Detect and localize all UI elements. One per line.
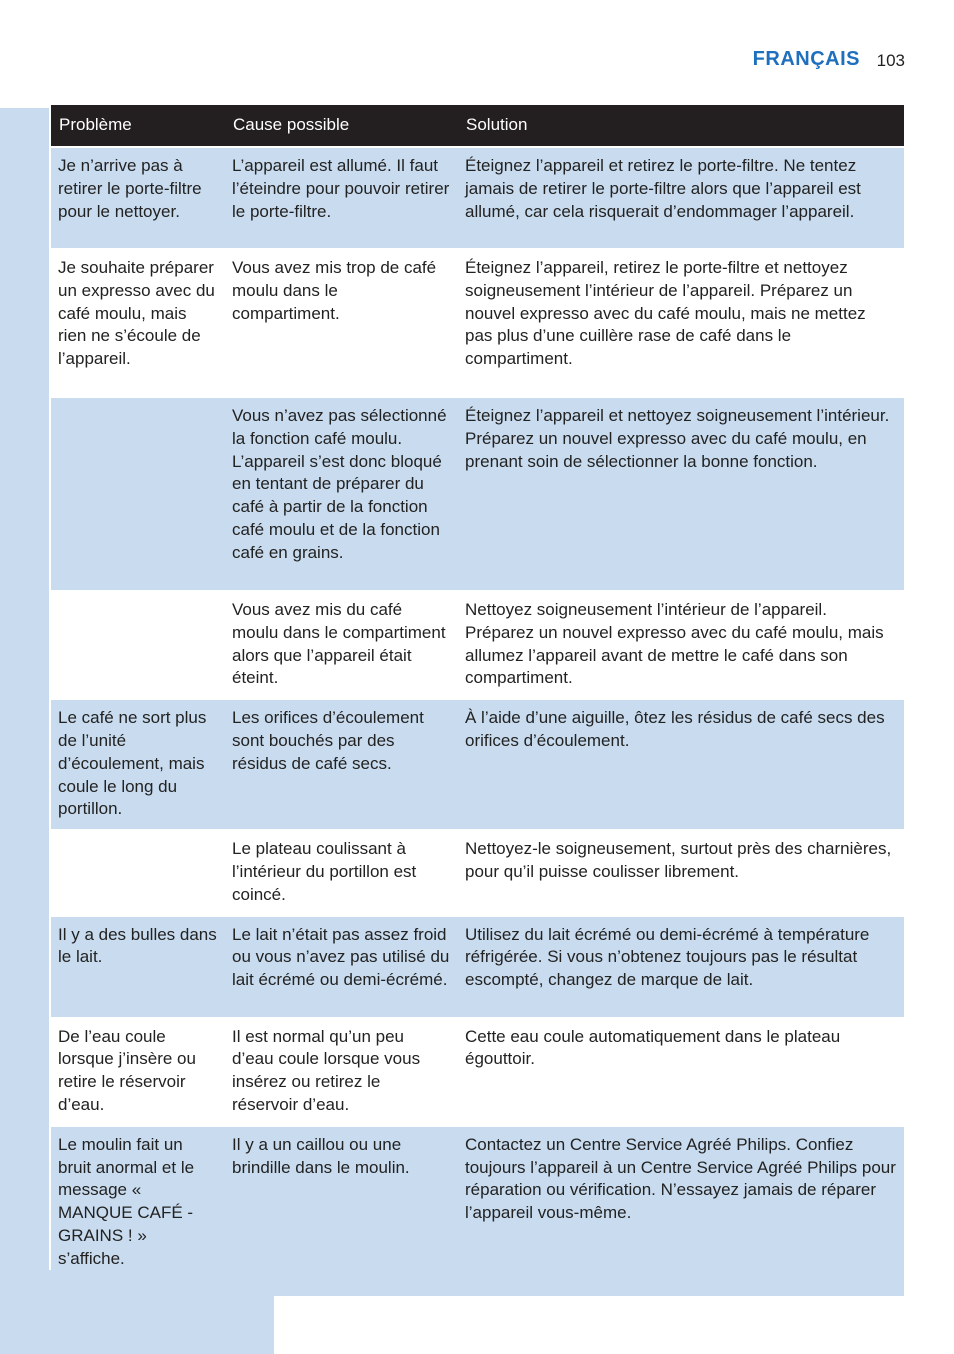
table-row bbox=[51, 1126, 904, 1296]
problem-cell: Le café ne sort plus de l’unité d’écoulement, mais coule le long du portillon. bbox=[51, 699, 225, 830]
table-row bbox=[51, 147, 904, 249]
problem-cell: Le moulin fait un bruit anormal et le message « MANQUE CAFÉ - GRAINS ! » s’affiche. bbox=[51, 1126, 225, 1296]
language-heading: FRANÇAIS bbox=[752, 48, 860, 70]
problem-cell: De l’eau coule lorsque j’insère ou retire le réservoir d’eau. bbox=[51, 1018, 225, 1126]
problem-cell bbox=[51, 830, 225, 915]
troubleshooting-table bbox=[51, 105, 904, 1296]
cause-cell: Le plateau coulissant à l’intérieur du portillon est coincé. bbox=[225, 830, 458, 915]
problem-cell: Il y a des bulles dans le lait. bbox=[51, 916, 225, 1018]
problem-cell: Je souhaite préparer un expresso avec du café moulu, mais rien ne s’écoule de l’appareil. bbox=[51, 249, 225, 397]
cause-cell: Il est normal qu’un peu d’eau coule lorsque vous insérez ou retirez le réservoir d’eau. bbox=[225, 1018, 458, 1126]
table-row bbox=[51, 397, 904, 591]
cause-cell: Le lait n’était pas assez froid ou vous n’avez pas utilisé du lait écrémé ou demi-écrémé. bbox=[225, 916, 458, 1018]
side-band-decoration bbox=[0, 108, 49, 1354]
cause-cell: Vous n’avez pas sélectionné la fonction café moulu. L’appareil s’est donc bloqué en tentant de préparer du café à partir de la fonction café moulu et de la fonction café en grains. bbox=[225, 397, 458, 591]
solution-cell: Utilisez du lait écrémé ou demi-écrémé à température réfrigérée. Si vous n’obtenez toujours pas le résultat escompté, changez de marque de lait. bbox=[458, 916, 904, 1018]
solution-cell: Contactez un Centre Service Agréé Philips. Confiez toujours l’appareil à un Centre Service Agréé Philips pour réparation ou vérification. N’essayez jamais de réparer l’appareil vous-même. bbox=[458, 1126, 904, 1296]
cause-cell: Les orifices d’écoulement sont bouchés par des résidus de café secs. bbox=[225, 699, 458, 830]
solution-cell: Éteignez l’appareil et retirez le porte-filtre. Ne tentez jamais de retirer le porte-filtre alors que l’appareil est allumé, car cela risquerait d’endommager l’appareil. bbox=[458, 147, 904, 249]
problem-cell: Je n’arrive pas à retirer le porte-filtre pour le nettoyer. bbox=[51, 147, 225, 249]
solution-cell: Cette eau coule automatiquement dans le plateau égouttoir. bbox=[458, 1018, 904, 1126]
cause-cell: Il y a un caillou ou une brindille dans le moulin. bbox=[225, 1126, 458, 1296]
problem-cell bbox=[51, 591, 225, 699]
table-row bbox=[51, 830, 904, 915]
table-row bbox=[51, 591, 904, 699]
table-row bbox=[51, 916, 904, 1018]
table-row bbox=[51, 249, 904, 397]
problem-cell bbox=[51, 397, 225, 591]
table-row bbox=[51, 699, 904, 830]
page-number: 103 bbox=[876, 51, 905, 70]
solution-cell: Éteignez l’appareil, retirez le porte-filtre et nettoyez soigneusement l’intérieur de l’appareil. Préparez un nouvel expresso avec du café moulu, mais ne mettez pas plus d’une cuillère rase de café dans le compartiment. bbox=[458, 249, 904, 397]
column-header-problem: Problème bbox=[51, 105, 225, 147]
column-header-solution: Solution bbox=[458, 105, 904, 147]
solution-cell: Nettoyez-le soigneusement, surtout près des charnières, pour qu’il puisse coulisser librement. bbox=[458, 830, 904, 915]
solution-cell: Nettoyez soigneusement l’intérieur de l’appareil. Préparez un nouvel expresso avec du café moulu, mais allumez l’appareil avant de mettre le café dans son compartiment. bbox=[458, 591, 904, 699]
column-header-cause: Cause possible bbox=[225, 105, 458, 147]
cause-cell: Vous avez mis trop de café moulu dans le compartiment. bbox=[225, 249, 458, 397]
solution-cell: À l’aide d’une aiguille, ôtez les résidus de café secs des orifices d’écoulement. bbox=[458, 699, 904, 830]
solution-cell: Éteignez l’appareil et nettoyez soigneusement l’intérieur. Préparez un nouvel expresso avec du café moulu, en prenant soin de sélectionner la bonne fonction. bbox=[458, 397, 904, 591]
table-row bbox=[51, 1018, 904, 1126]
cause-cell: L’appareil est allumé. Il faut l’éteindre pour pouvoir retirer le porte-filtre. bbox=[225, 147, 458, 249]
cause-cell: Vous avez mis du café moulu dans le compartiment alors que l’appareil était éteint. bbox=[225, 591, 458, 699]
table-header-row bbox=[51, 105, 904, 147]
